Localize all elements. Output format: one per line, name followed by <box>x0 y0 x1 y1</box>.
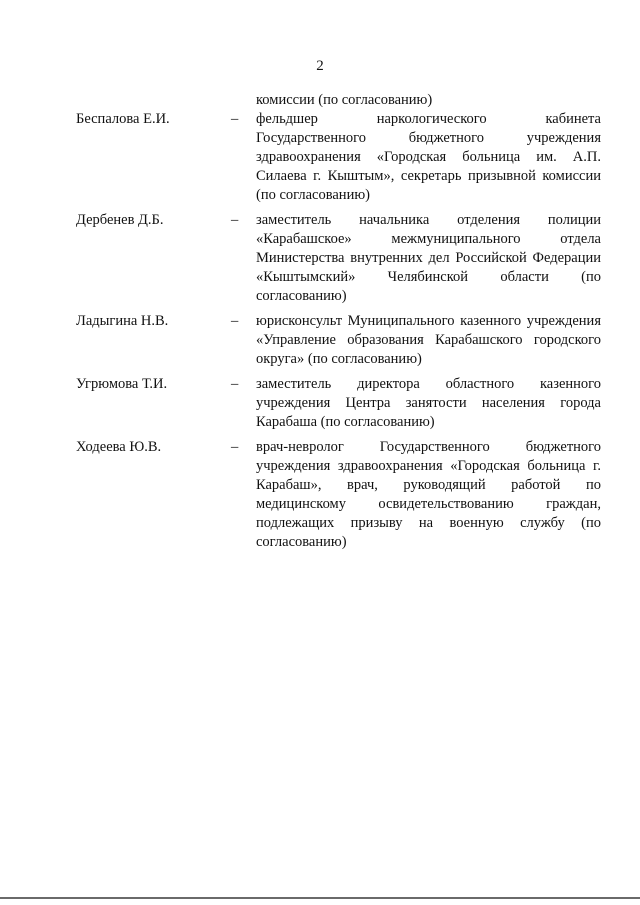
member-entry <box>76 375 606 432</box>
member-description: врач-невролог Государственного бюджетного учреждения здравоохранения «Городская больница г. Карабаш», врач, руководящий работой по медицинскому освидетельствованию граждан, подлежащих призыву на военную службу (по согласованию) <box>256 439 601 550</box>
member-entry <box>76 312 606 369</box>
member-description: фельдшер наркологического кабинета Государственного бюджетного учреждения здравоохранения «Городская больница им. А.П. Силаева г. Кыштым», секретарь призывной комиссии (по согласованию) <box>256 111 601 203</box>
member-dash: – <box>231 376 239 392</box>
members-list <box>76 110 606 558</box>
member-dash: – <box>231 212 239 228</box>
member-description: юрисконсульт Муниципального казенного учреждения «Управление образования Карабашского городского округа» (по согласованию) <box>256 313 601 367</box>
member-dash: – <box>231 439 239 455</box>
member-dash: – <box>231 111 239 127</box>
scan-edge-line <box>0 897 640 899</box>
member-name: Дербенев Д.Б. <box>76 212 164 228</box>
member-name: Ладыгина Н.В. <box>76 313 169 329</box>
member-entry <box>76 110 606 205</box>
member-dash: – <box>231 313 239 329</box>
continuation-text: комиссии (по согласованию) <box>256 92 433 108</box>
page-number: 2 <box>316 58 324 74</box>
member-name: Угрюмова Т.И. <box>76 376 168 392</box>
member-description: заместитель директора областного казенного учреждения Центра занятости населения города Карабаша (по согласованию) <box>256 376 601 430</box>
member-entry <box>76 438 606 552</box>
member-description: заместитель начальника отделения полиции «Карабашское» межмуниципального отдела Министерства внутренних дел Российской Федерации «Кыштымский» Челябинской области (по согласованию) <box>256 212 601 304</box>
member-name: Беспалова Е.И. <box>76 111 170 127</box>
member-entry <box>76 211 606 306</box>
member-name: Ходеева Ю.В. <box>76 439 162 455</box>
